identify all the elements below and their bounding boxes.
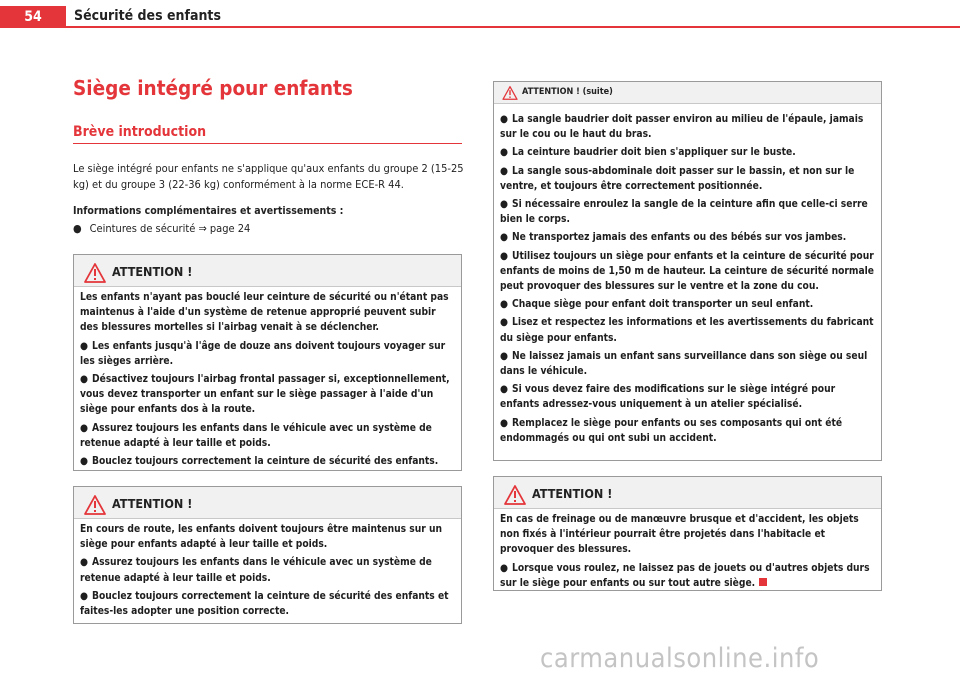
warning-header — [74, 255, 461, 287]
info-link-text[interactable]: Ceintures de sécurité ⇒ page 24 — [89, 222, 251, 235]
warning-box-continued — [493, 81, 882, 461]
warning-body — [494, 104, 881, 454]
warning-header — [494, 82, 881, 104]
warning-item: ● Utilisez toujours un siège pour enfants et la ceinture de sécurité pour enfants de moins de 1,50 m de hauteur. La ceinture de sécurité normale peut provoquer des blessures sur le ventre et la zone du cou. — [500, 250, 875, 293]
warning-triangle-icon — [84, 263, 106, 283]
warning-triangle-icon — [84, 495, 106, 515]
info-label: Informations complémentaires et avertissements : — [73, 205, 344, 217]
page-number: 54 — [0, 6, 66, 28]
warning-body — [74, 287, 461, 477]
warning-item: ● La sangle baudrier doit passer environ au milieu de l'épaule, jamais sur le cou ou le haut du bras. — [500, 114, 864, 141]
warning-intro: En cas de freinage ou de manœuvre brusque et d'accident, les objets non fixés à l'intérieur pourrait être projetés dans l'habitacle et provoquer des blessures. — [500, 514, 859, 556]
warning-item: ● Assurez toujours les enfants dans le véhicule avec un système de retenue adapté à leur taille et poids. — [80, 422, 432, 449]
warning-body — [494, 509, 881, 599]
bullet: ● — [73, 222, 82, 235]
warning-triangle-icon — [502, 86, 518, 100]
warning-item: ● Assurez toujours les enfants dans le véhicule avec un système de retenue adapté à leur taille et poids. — [80, 557, 432, 584]
intro-paragraph: Le siège intégré pour enfants ne s'applique qu'aux enfants du groupe 2 (15-25 kg) et du groupe 3 (22-36 kg) conformément à la norme ECE-R 44. — [73, 162, 464, 191]
warning-item: ● La ceinture baudrier doit bien s'appliquer sur le buste. — [500, 147, 796, 159]
page-header — [0, 0, 960, 28]
warning-label: ATTENTION ! — [532, 486, 613, 501]
warning-item: ● La sangle sous-abdominale doit passer sur le bassin, et non sur le ventre, et toujours être correctement positionnée. — [500, 165, 855, 192]
warning-item: ● Les enfants jusqu'à l'âge de douze ans doivent toujours voyager sur les sièges arrière. — [80, 340, 446, 367]
warning-item: ● Lisez et respectez les informations et les avertissements du fabricant du siège pour enfants. — [500, 317, 874, 344]
warning-label: ATTENTION ! — [112, 264, 193, 279]
warning-intro: Les enfants n'ayant pas bouclé leur ceinture de sécurité ou n'étant pas maintenus à l'aide d'un système de retenue approprié peuvent subir des blessures mortelles si l'airbag venait à se déclencher. — [80, 292, 449, 334]
warning-box-2 — [73, 486, 462, 624]
header-rule — [66, 26, 960, 28]
warning-item: ● Ne laissez jamais un enfant sans surveillance dans son siège ou seul dans le véhicule. — [500, 350, 868, 378]
warning-box-4 — [493, 476, 882, 591]
warning-header — [494, 477, 881, 509]
warning-label: ATTENTION ! (suite) — [522, 87, 613, 97]
warning-triangle-icon — [504, 485, 526, 505]
warning-box-1 — [73, 254, 462, 471]
warning-item: ● Remplacez le siège pour enfants ou ses composants qui ont été endommagés ou qui ont subi un accident. — [500, 417, 843, 444]
warning-item: ● Si nécessaire enroulez la sangle de la ceinture afin que celle-ci serre bien le corps. — [500, 199, 868, 226]
warning-item: ● Désactivez toujours l'airbag frontal passager si, exceptionnellement, vous devez transporter un enfant sur le siège passager à l'aide d'un siège pour enfants dos à la route. — [80, 374, 450, 416]
info-link-item[interactable] — [73, 222, 250, 235]
section-subtitle: Brève introduction — [73, 124, 207, 140]
end-of-section-mark — [759, 578, 767, 586]
warning-item: ● Chaque siège pour enfant doit transporter un seul enfant. — [500, 299, 814, 311]
warning-body — [74, 519, 461, 627]
warning-item: ● Bouclez toujours correctement la ceinture de sécurité des enfants et faites-les adopter une position correcte. — [80, 590, 449, 618]
warning-intro: En cours de route, les enfants doivent toujours être maintenus sur un siège pour enfants adapté à leur taille et poids. — [80, 524, 443, 551]
watermark: carmanualsonline.info — [540, 643, 820, 674]
section-title: Sécurité des enfants — [74, 8, 221, 24]
warning-item: ● Lorsque vous roulez, ne laissez pas de jouets ou d'autres objets durs sur le siège pour enfants ou sur tout autre siège. — [500, 562, 870, 589]
warning-item: ● Ne transportez jamais des enfants ou des bébés sur vos jambes. — [500, 232, 847, 244]
warning-label: ATTENTION ! — [112, 496, 193, 511]
subtitle-rule — [73, 143, 462, 144]
warning-item: ● Si vous devez faire des modifications sur le siège intégré pour enfants adressez-vous uniquement à un atelier spécialisé. — [500, 384, 836, 411]
warning-item: ● Bouclez toujours correctement la ceinture de sécurité des enfants. — [80, 456, 439, 468]
page-title: Siège intégré pour enfants — [73, 76, 353, 100]
warning-header — [74, 487, 461, 519]
